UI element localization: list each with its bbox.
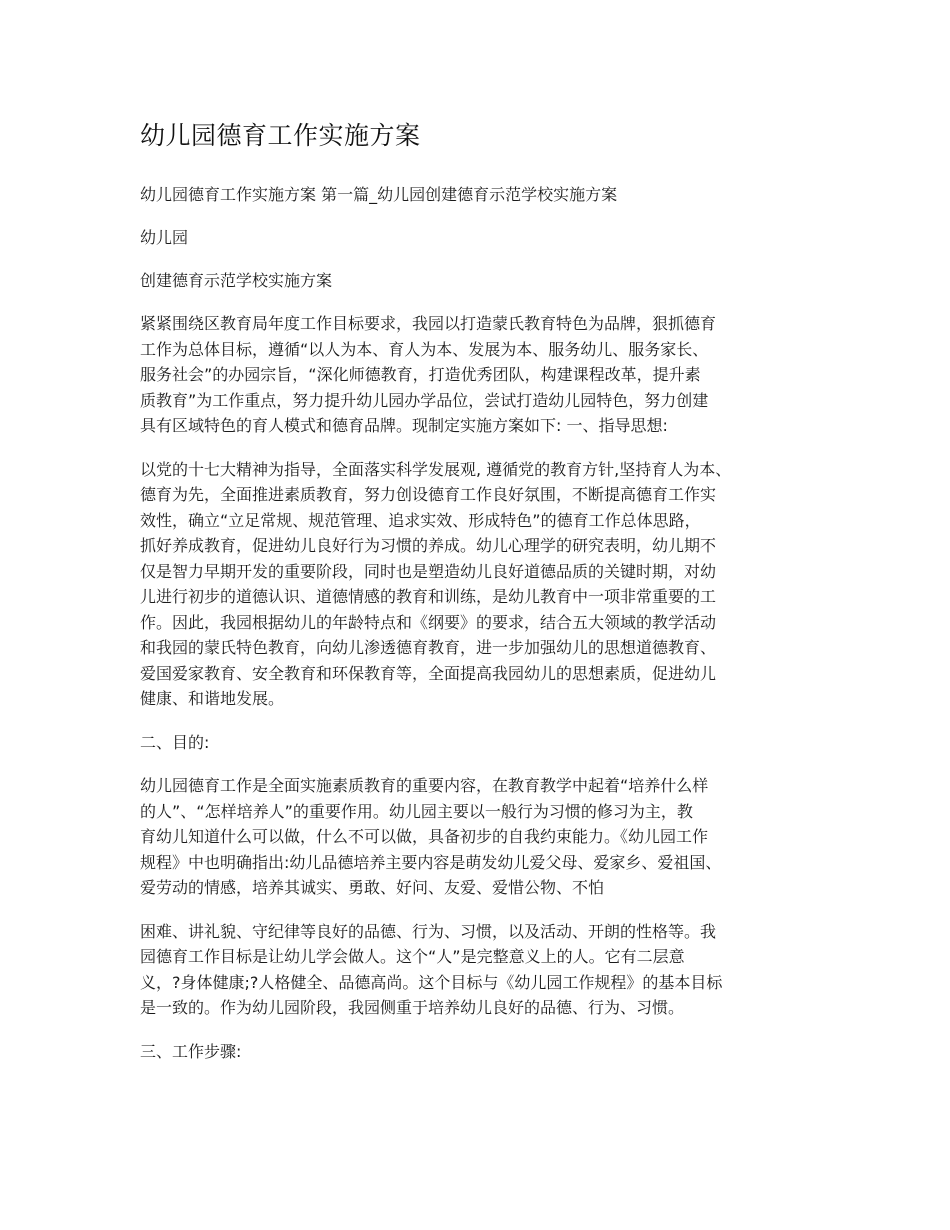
text-line: 作。因此，我园根据幼儿的年龄特点和《纲要》的要求，结合五大领域的教学活动 [140, 612, 717, 632]
text-line: 德育为先，全面推进素质教育，努力创设德育工作良好氛围，不断提高德育工作实 [140, 485, 717, 504]
text-line: 育幼儿知道什么可以做，什么不可以做，具备初步的自我约束能力。《幼儿园工作 [140, 827, 709, 846]
section-heading-work-steps [140, 1039, 812, 1065]
document-subtitle: 幼儿园德育工作实施方案 第一篇_幼儿园创建德育示范学校实施方案 [140, 185, 618, 204]
text-line: 和我园的蒙氏特色教育，向幼儿渗透德育教育，进一步加强幼儿的思想道德教育、 [140, 638, 717, 657]
text-line: 服务社会”的办园宗旨，“深化师德教育，打造优秀团队，构建课程改革，提升素 [140, 365, 701, 384]
organization-name: 幼儿园 [140, 228, 189, 247]
paragraph-guiding-ideology [140, 457, 812, 712]
plan-heading: 创建德育示范学校实施方案 [140, 271, 333, 290]
text-line: 困难、讲礼貌、守纪律等良好的品德、行为、习惯，以及活动、开朗的性格等。我 [140, 921, 717, 941]
text-line: 抓好养成教育，促进幼儿良好行为习惯的养成。幼儿心理学的研究表明，幼儿期不 [140, 536, 717, 555]
text-line: 具有区域特色的育人模式和德育品牌。现制定实施方案如下: 一、指导思想: [140, 416, 668, 435]
text-line: 工作为总体目标，遵循“以人为本、育人为本、发展为本、服务幼儿、服务家长、 [140, 339, 709, 359]
text-line: 爱劳动的情感，培养其诚实、勇敢、好问、友爱、爱惜公物、不怕 [140, 878, 605, 897]
paragraph-purpose [140, 773, 812, 901]
text-line: 健康、和谐地发展。 [140, 689, 285, 708]
text-line: 二、目的: [140, 732, 210, 752]
text-line: 以党的十七大精神为指导，全面落实科学发展观, 遵循党的教育方针,坚持育人为本、 [140, 459, 732, 479]
text-line: 规程》中也明确指出:幼儿品德培养主要内容是萌发幼儿爱父母、爱家乡、爱祖国、 [140, 852, 722, 872]
text-line: 的人”、“怎样培养人”的重要作用。幼儿园主要以一般行为习惯的修习为主，教 [140, 801, 693, 821]
document-title: 幼儿园德育工作实施方案 [140, 121, 421, 150]
text-line: 义，?身体健康;?人格健全、品德高尚。这个目标与《幼儿园工作规程》的基本目标 [140, 972, 723, 992]
text-line: 三、工作步骤: [140, 1041, 242, 1061]
paragraph-goal [140, 919, 812, 1021]
text-line: 质教育”为工作重点，努力提升幼儿园办学品位，尝试打造幼儿园特色，努力创建 [140, 390, 709, 410]
section-heading-purpose [140, 730, 812, 756]
text-line: 是一致的。作为幼儿园阶段，我园侧重于培养幼儿良好的品德、行为、习惯。 [140, 998, 685, 1017]
text-line: 效性，确立“立足常规、规范管理、追求实效、形成特色”的德育工作总体思路， [140, 510, 701, 530]
text-line: 爱国爱家教育、安全教育和环保教育等，全面提高我园幼儿的思想素质，促进幼儿 [140, 663, 717, 683]
document-page [140, 116, 812, 1082]
text-line: 幼儿园德育工作是全面实施素质教育的重要内容，在教育教学中起着“培养什么样 [140, 776, 709, 795]
text-line: 仅是智力早期开发的重要阶段，同时也是塑造幼儿良好道德品质的关键时期，对幼 [140, 561, 717, 581]
text-line: 紧紧围绕区教育局年度工作目标要求，我园以打造蒙氏教育特色为品牌，狠抓德育 [140, 314, 717, 333]
text-line: 园德育工作目标是让幼儿学会做人。这个“人”是完整意义上的人。它有二层意 [140, 947, 685, 966]
text-line: 儿进行初步的道德认识、道德情感的教育和训练，是幼儿教育中一项非常重要的工 [140, 587, 717, 606]
paragraph-intro [140, 311, 812, 439]
